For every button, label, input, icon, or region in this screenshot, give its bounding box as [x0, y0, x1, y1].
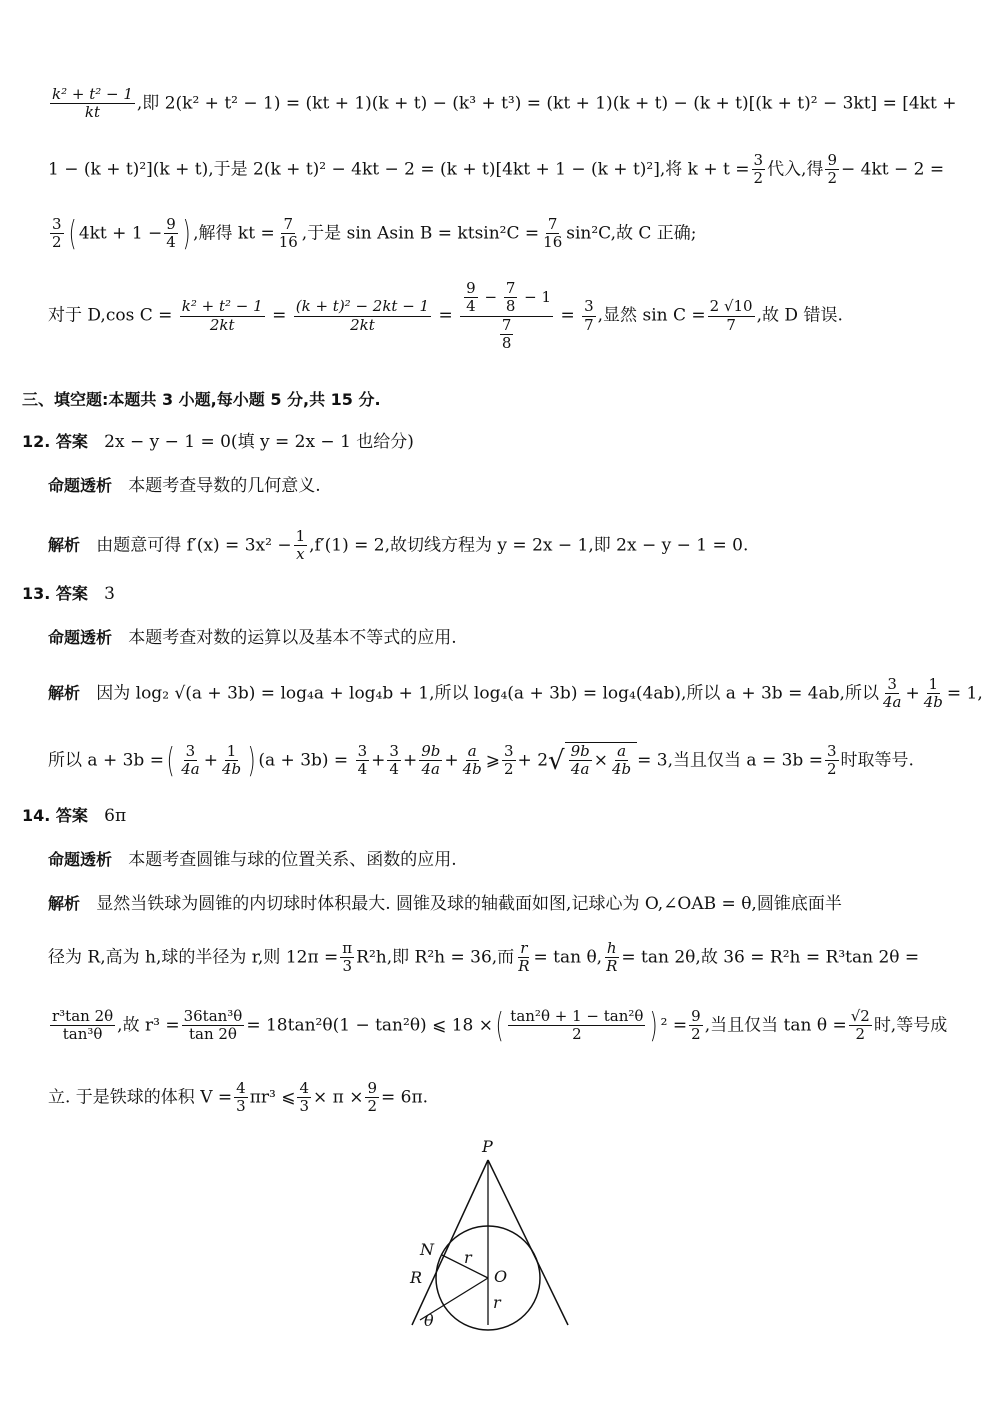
- q14-solution-line-4: 立. 于是铁球的体积 V = $\frac{4}{3}$ πr³ ⩽ $\frac{4}{3}$ × π × $\frac{9}{2}$ = 6π.: [48, 1079, 429, 1116]
- section-header: 三、填空题:本题共 3 小题,每小题 5 分,共 15 分.: [22, 390, 381, 409]
- q14-answer-line: 14. 答案 6π: [22, 806, 127, 826]
- label-n: N: [420, 1240, 434, 1259]
- complex-fraction: $\frac{9}{4}$ − $\frac{7}{8}$ − 1 $\frac{7}{8}$: [460, 280, 553, 352]
- q12-solution-line: 解析 由题意可得 f′(x) = 3x² − $\frac{1}{x}$ ,f′(1) = 2,故切线方程为 y = 2x − 1,即 2x − y − 1 = 0.: [48, 527, 749, 564]
- c-line-2: 1 − (k + t)²](k + t),于是 2(k + t)² − 4kt − 2 = (k + t)[4kt + 1 − (k + t)²],将 k + t = $\frac{3}{2}$ 代入,得 $\frac{9}{2}$ − 4kt − 2 =: [48, 151, 945, 188]
- q13-solution-line-2: 所以 a + 3b =( $\frac{3}{4a}$ + $\frac{1}{4b}$ ) (a + 3b) = $\frac{3}{4}$ + $\frac{3}{4}$ + $\frac{9b}{4a}$ + $\frac{a}{4b}$ ⩾ $\frac{3}{2}$ + 2√ $\frac{9b}{4a}$ × $\frac{a}{4b}$ = 3,当且仅当 a = 3b = $\frac{3}{2}$ 时取等号.: [48, 740, 914, 781]
- q12-analysis-line: 命题透析 本题考查导数的几何意义.: [48, 476, 321, 496]
- label-r-small-2: r: [493, 1293, 501, 1312]
- q13-answer-line: 13. 答案 3: [22, 584, 115, 604]
- label-o: O: [494, 1267, 508, 1286]
- label-r-upper: R: [410, 1268, 423, 1287]
- q12-answer-line: 12. 答案 2x − y − 1 = 0(填 y = 2x − 1 也给分): [22, 432, 414, 452]
- q13-solution-line-1: 解析 因为 log₂ √(a + 3b) = log₄a + log₄b + 1,所以 log₄(a + 3b) = log₄(4ab),所以 a + 3b = 4ab,所以 $\frac{3}{4a}$ + $\frac{1}{4b}$ = 1,: [48, 675, 983, 712]
- d-line: 对于 D,cos C = $\frac{\text{k² + t² − 1}}{2kt}$ = $\frac{\text{(k + t)² − 2kt − 1}}{2kt}$ = $\frac{9}{4}$ − $\frac{7}{8}$ − 1 $\frac{7}{8}$ = $\frac{3}{7}$ ,显然 sin C = $\frac{2 √10}{7}$ ,故 D 错误.: [48, 279, 843, 352]
- fraction: $\frac{\text{k² + t² − 1}}{kt}$: [52, 85, 133, 122]
- label-theta: θ: [424, 1311, 434, 1330]
- label-r-small-1: r: [464, 1248, 472, 1267]
- label-p: P: [482, 1137, 493, 1156]
- c-line-3: $\frac{3}{2}$ ( 4kt + 1 − $\frac{9}{4}$ ) ,解得 kt = $\frac{7}{16}$ ,于是 sin Asin B = ktsin²C = $\frac{7}{16}$ sin²C,故 C 正确;: [52, 213, 697, 254]
- q13-analysis-line: 命题透析 本题考查对数的运算以及基本不等式的应用.: [48, 628, 457, 648]
- q14-solution-line-3: $\frac{\text{r³tan 2θ}}{\text{tan³θ}}$ ,故 r³ = $\frac{\text{36tan³θ}}{\tan 2\theta}$ = 18tan²θ(1 − tan²θ) ⩽ 18 ×( $\frac{\text{tan²θ + 1 − tan²θ}}{2}$ ) ² = $\frac{9}{2}$ ,当且仅当 tan θ = $\frac{√2}{2}$ 时,等号成: [52, 1005, 948, 1046]
- q14-solution-line-1: 解析 显然当铁球为圆锥的内切球时体积最大. 圆锥及球的轴截面如图,记球心为 O,∠OAB = θ,圆锥底面半: [48, 894, 842, 914]
- q14-analysis-line: 命题透析 本题考查圆锥与球的位置关系、函数的应用.: [48, 850, 457, 870]
- cone-sphere-figure: [390, 1130, 590, 1330]
- c-line-1: $\frac{\text{k² + t² − 1}}{kt}$ ,即 2(k² + t² − 1) = (kt + 1)(k + t) − (k³ + t³) = (kt + 1)(k + t) − (k + t)[(k + t)² − 3kt] = [4kt +: [52, 85, 957, 122]
- q14-solution-line-2: 径为 R,高为 h,球的半径为 r,则 12π = $\frac{\pi}{3}$ R²h,即 R²h = 36,而 $\frac{r}{R}$ = tan θ, $\frac{h}{R}$ = tan 2θ,故 36 = R²h = R³tan 2θ =: [48, 939, 920, 976]
